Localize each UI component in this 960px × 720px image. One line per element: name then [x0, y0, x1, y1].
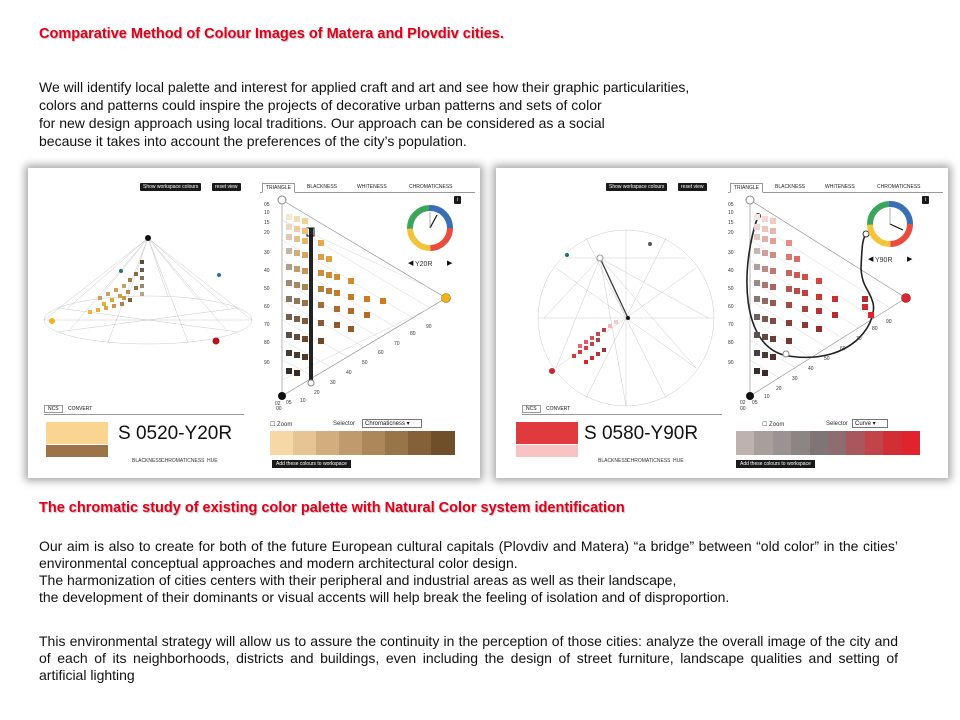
intro-line: because it takes into account the preferences of the city’s population. — [39, 133, 467, 149]
palette-swatch[interactable] — [883, 431, 902, 455]
svg-text:90: 90 — [426, 324, 432, 330]
ncs-code: S 0520-Y20R — [118, 423, 233, 444]
svg-text:80: 80 — [872, 326, 878, 332]
black-pole-point — [145, 235, 151, 241]
tab-underline — [522, 414, 722, 415]
svg-text:80: 80 — [410, 331, 416, 337]
hue-label: Y90R — [875, 257, 893, 264]
palette-swatch[interactable] — [865, 431, 884, 455]
svg-text:00: 00 — [276, 406, 282, 412]
ncs-code: S 0580-Y90R — [584, 423, 699, 444]
secondary-color-swatch — [516, 445, 578, 457]
hue-next-icon: ▶ — [447, 260, 453, 267]
intro-paragraph — [39, 78, 689, 150]
ncs-convert-tabs — [522, 406, 574, 412]
hue-circle[interactable] — [408, 208, 453, 267]
hue-label: Y20R — [415, 261, 433, 268]
aim-paragraph — [39, 538, 898, 606]
aim-text: The harmonization of cities centers with their peripheral and industrial areas as well as their landscape, — [39, 572, 677, 588]
hue-point-blue — [217, 273, 221, 277]
svg-text:02: 02 — [275, 401, 281, 407]
selected-color-swatch — [516, 422, 578, 444]
palette-swatch[interactable] — [362, 431, 386, 455]
svg-text:70: 70 — [264, 322, 270, 328]
palette-swatch[interactable] — [902, 431, 921, 455]
svg-text:20: 20 — [728, 230, 734, 236]
svg-text:02: 02 — [740, 400, 746, 406]
svg-text:60: 60 — [264, 304, 270, 310]
svg-text:20: 20 — [776, 386, 782, 392]
hue-label-small: HUE — [673, 458, 684, 464]
zoom-checkbox[interactable]: ☐ Zoom — [762, 422, 785, 428]
palette-swatch[interactable] — [736, 431, 755, 455]
blackness-label: BLACKNESS — [598, 458, 629, 464]
svg-text:60: 60 — [840, 346, 846, 352]
tab-whiteness[interactable]: WHITENESS — [357, 184, 387, 190]
triangle-swatches — [286, 214, 386, 376]
tab-convert[interactable]: CONVERT — [67, 406, 93, 412]
palette-swatch[interactable] — [810, 431, 829, 455]
svg-text:90: 90 — [264, 360, 270, 366]
selector-label: Selector — [826, 421, 849, 427]
hue-point-red — [549, 368, 555, 374]
svg-text:40: 40 — [264, 268, 270, 274]
reset-view-button[interactable]: reset view — [678, 183, 707, 191]
svg-text:50: 50 — [362, 360, 368, 366]
palette-swatch[interactable] — [828, 431, 847, 455]
ncs-convert-tabs — [44, 406, 96, 412]
selected-color-swatch — [46, 422, 108, 444]
svg-text:40: 40 — [808, 366, 814, 372]
ncs-panel-plovdiv — [496, 168, 948, 478]
tab-chromaticness[interactable]: CHROMATICNESS — [409, 184, 453, 190]
tab-underline — [44, 414, 244, 415]
svg-text:30: 30 — [264, 250, 270, 256]
svg-text:60: 60 — [728, 304, 734, 310]
svg-text:50: 50 — [824, 356, 830, 362]
color-cone-3d[interactable] — [44, 238, 252, 344]
blackness-label: BLACKNESS — [132, 458, 163, 464]
palette-swatch[interactable] — [773, 431, 792, 455]
svg-text:10: 10 — [264, 210, 270, 216]
tab-triangle[interactable]: TRIANGLE — [262, 183, 295, 193]
tab-ncs[interactable]: NCS — [44, 405, 63, 413]
tab-whiteness[interactable]: WHITENESS — [825, 184, 855, 190]
svg-text:20: 20 — [264, 230, 270, 236]
tab-blackness[interactable]: BLACKNESS — [307, 184, 338, 190]
hue-prev-icon: ◀ — [868, 256, 874, 263]
tab-ncs[interactable]: NCS — [522, 405, 541, 413]
svg-text:70: 70 — [856, 336, 862, 342]
palette-swatch[interactable] — [270, 431, 294, 455]
svg-text:60: 60 — [378, 350, 384, 356]
info-button[interactable]: i — [922, 196, 929, 204]
svg-text:05: 05 — [728, 202, 734, 208]
tab-triangle[interactable]: TRIANGLE — [730, 183, 763, 193]
svg-text:15: 15 — [728, 220, 734, 226]
selector-dropdown[interactable]: Curve ▾ — [852, 419, 888, 428]
svg-text:90: 90 — [886, 319, 892, 325]
svg-text:40: 40 — [728, 268, 734, 274]
palette-swatch[interactable] — [408, 431, 432, 455]
hue-point-red — [213, 338, 220, 345]
aim-text: Our aim is also to create for both of the future European cultural capitals (Plovdiv and Matera) “a bridge” between “old color” in the cities’ environmental conceptual approaches and modern architectural color design. — [39, 538, 898, 571]
tab-chromaticness[interactable]: CHROMATICNESS — [877, 184, 921, 190]
aim-text: the development of their dominants or visual accents will help break the feeling of isolation and of disproportion. — [39, 589, 730, 605]
svg-text:80: 80 — [264, 340, 270, 346]
svg-text:15: 15 — [264, 220, 270, 226]
selector-dropdown[interactable]: Chromaticness ▾ — [362, 419, 422, 428]
conclusion-paragraph: This environmental strategy will allow us to assure the continuity in the perception of those cities: analyze the overall image of the city and of each of its neighborhoods, districts and buildings, even including the design of street furniture, landscape qualities and setting of artificial lighting — [39, 633, 898, 683]
hue-prev-icon: ◀ — [408, 260, 414, 267]
svg-text:50: 50 — [264, 286, 270, 292]
svg-text:30: 30 — [792, 376, 798, 382]
section-subtitle: The chromatic study of existing color palette with Natural Color system identification — [39, 500, 625, 516]
hue-circle[interactable] — [868, 204, 913, 263]
svg-text:10: 10 — [764, 394, 770, 400]
hue-point-teal — [119, 269, 123, 273]
svg-text:05: 05 — [264, 202, 270, 208]
svg-text:70: 70 — [728, 322, 734, 328]
sphere-sample-swatches — [572, 320, 618, 364]
page-title: Comparative Method of Colour Images of Matera and Plovdiv cities. — [39, 26, 504, 42]
svg-text:20: 20 — [314, 390, 320, 396]
selection-line — [309, 228, 313, 380]
intro-line: for new design approach using local traditions. Our approach can be considered as a social — [39, 115, 605, 131]
palette-swatch[interactable] — [293, 431, 317, 455]
palette-swatch[interactable] — [316, 431, 340, 455]
cone-sample-swatches — [88, 260, 144, 314]
svg-text:30: 30 — [728, 250, 734, 256]
svg-text:50: 50 — [728, 286, 734, 292]
intro-line: We will identify local palette and interest for applied craft and art and see how their graphic particularities, — [39, 79, 690, 95]
secondary-color-swatch — [46, 445, 108, 457]
triangle-swatches — [754, 214, 874, 376]
svg-text:40: 40 — [346, 370, 352, 376]
svg-text:80: 80 — [728, 340, 734, 346]
reset-view-button[interactable]: reset view — [212, 183, 241, 191]
svg-text:30: 30 — [330, 380, 336, 386]
svg-text:70: 70 — [394, 341, 400, 347]
hue-point-yellow — [49, 318, 55, 324]
svg-text:05: 05 — [286, 400, 292, 406]
show-workspace-button[interactable]: Show workspace colours — [606, 183, 667, 191]
hue-point-grey — [648, 242, 652, 246]
svg-text:90: 90 — [728, 360, 734, 366]
palette-swatch[interactable] — [754, 431, 773, 455]
palette-swatch[interactable] — [339, 431, 363, 455]
selector-label: Selector — [333, 421, 356, 427]
palette-swatch[interactable] — [846, 431, 865, 455]
svg-text:10: 10 — [728, 210, 734, 216]
chromaticness-label: CHROMATICNESS — [627, 458, 671, 464]
palette-swatch[interactable] — [791, 431, 810, 455]
triangle-scales — [264, 202, 433, 412]
svg-text:05: 05 — [752, 400, 758, 406]
info-button[interactable]: i — [454, 196, 461, 204]
svg-text:10: 10 — [300, 398, 306, 404]
palette-swatch[interactable] — [431, 431, 455, 455]
palette-swatch[interactable] — [385, 431, 409, 455]
svg-text:00: 00 — [740, 406, 746, 412]
intro-line: colors and patterns could inspire the projects of decorative urban patterns and sets of color — [39, 97, 602, 113]
add-to-workspace-button[interactable]: Add these colours to workspace — [272, 460, 351, 468]
hue-label-small: HUE — [207, 458, 218, 464]
show-workspace-button[interactable]: Show workspace colours — [140, 183, 201, 191]
add-to-workspace-button[interactable]: Add these colours to workspace — [736, 460, 815, 468]
ncs-panel-matera — [28, 168, 480, 478]
hue-next-icon: ▶ — [907, 256, 913, 263]
tab-convert[interactable]: CONVERT — [545, 406, 571, 412]
tab-blackness[interactable]: BLACKNESS — [775, 184, 806, 190]
chromaticness-label: CHROMATICNESS — [161, 458, 205, 464]
hue-point-teal — [565, 253, 569, 257]
zoom-checkbox[interactable]: ☐ Zoom — [270, 422, 293, 428]
